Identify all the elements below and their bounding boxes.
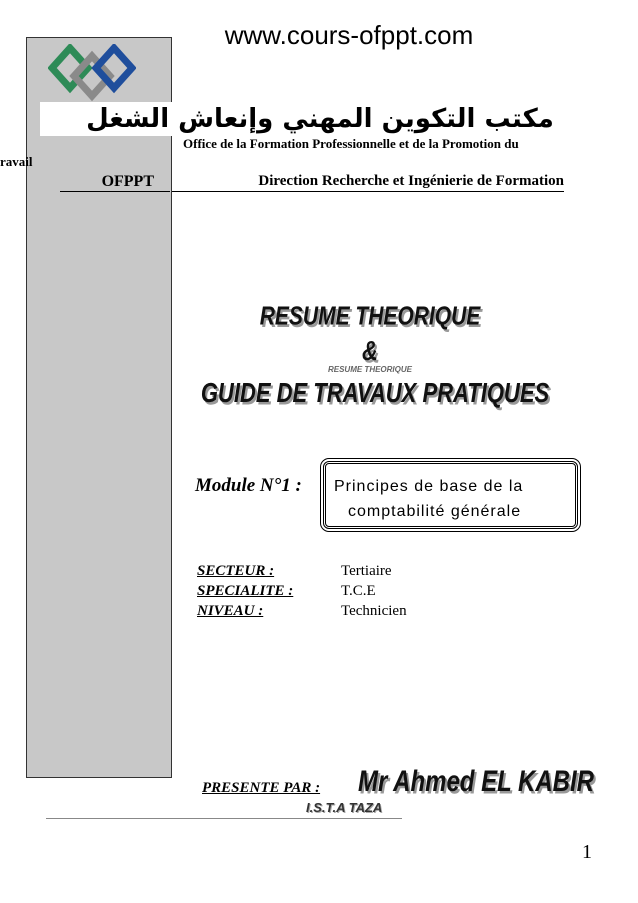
author-name: Mr Ahmed EL KABIR (358, 764, 595, 799)
page-number: 1 (582, 841, 592, 863)
module-label: Module N°1 : (195, 475, 302, 496)
arabic-title: مكتب التكوين المهني وإنعاش الشغل (40, 102, 600, 136)
module-title-line1: Principes de base de la (334, 478, 524, 495)
site-url: www.cours-ofppt.com (224, 20, 474, 50)
office-line: Office de la Formation Professionnelle et de la Promotion du (183, 136, 519, 151)
title-ghost-text: RESUME THEORIQUE (327, 365, 412, 374)
office-line-continuation: ravail (0, 154, 33, 169)
footer-divider (46, 818, 402, 819)
module-title-line2: comptabilité générale (348, 503, 522, 520)
direction-line: Direction Recherche et Ingénierie de Formation (172, 173, 564, 192)
title-resume-theorique: RESUME THEORIQUE (259, 302, 481, 331)
title-guide-travaux: GUIDE DE TRAVAUX PRATIQUES (200, 376, 550, 408)
niveau-value: Technicien (341, 603, 407, 619)
specialite-label: SPECIALITE : (197, 583, 294, 599)
ofppt-label: OFPPT (60, 173, 170, 192)
niveau-label: NIVEAU : (197, 603, 264, 619)
institution-name: I.S.T.A TAZA (306, 800, 383, 815)
ofppt-logo (48, 44, 136, 104)
secteur-value: Tertiaire (341, 563, 392, 579)
presente-label: PRESENTE PAR : (202, 780, 321, 796)
secteur-label: SECTEUR : (197, 563, 275, 579)
title-ampersand: & (362, 334, 378, 366)
specialite-value: T.C.E (341, 583, 376, 599)
side-column (26, 37, 172, 778)
